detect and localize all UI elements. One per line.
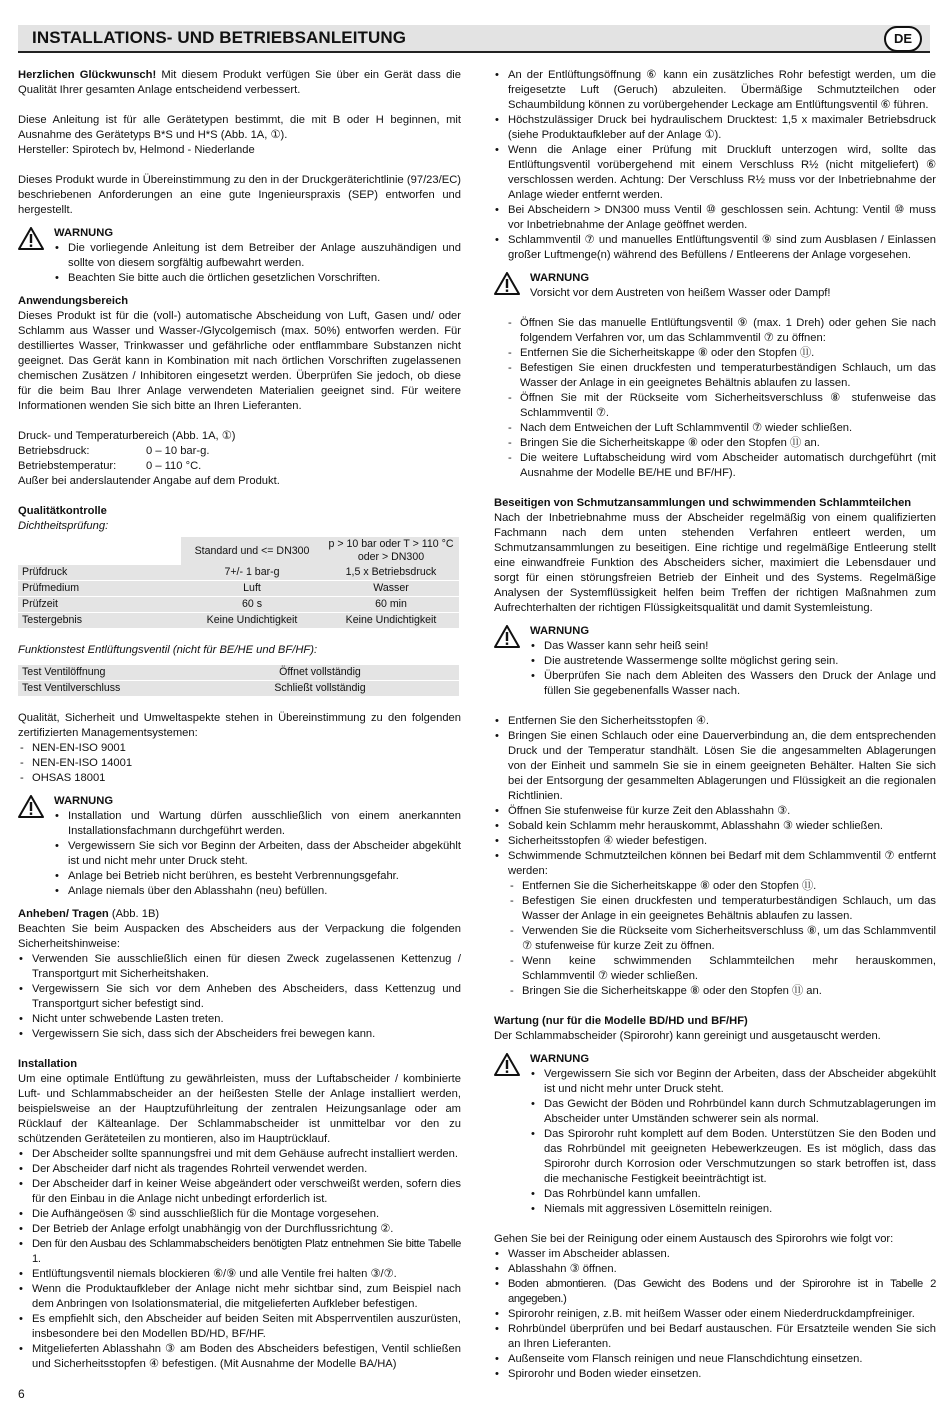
cleaning-item: • Wasser im Abscheider ablassen.: [494, 1247, 936, 1262]
lift-heading: [18, 907, 461, 922]
warning-item: • Anlage niemals über den Ablasshahn (neu) befüllen.: [54, 884, 461, 899]
warning-item: • Die austretende Wassermenge sollte möglichst gering sein.: [530, 654, 936, 669]
table-row: [18, 565, 459, 581]
intro-paragraph-1: Diese Anleitung ist für alle Gerätetypen bestimmt, die mit B oder H beginnen, mit Ausnahme des Gerätetyps B*S und H*S (Abb. 1A, ①).: [18, 114, 461, 141]
warning-item: • Das Gewicht der Böden und Rohrbündel kann durch Schmutzablagerungen im Abscheider unter Umständen schwerer sein als normal.: [530, 1097, 936, 1127]
step-item: - Öffnen Sie das manuelle Entlüftungsventil ⑨ (max. 1 Dreh) oder gehen Sie nach folgendem Verfahren vor, um das Schlammventil ⑦ zu öffnen:: [506, 316, 936, 346]
table-cell: Keine Undichtigkeit: [181, 613, 323, 629]
installation-item: • Wenn die Produktaufkleber der Anlage nicht mehr sichtbar sind, zum Beispiel nach dem Anbringen von Isolationsmaterial, die mitgelieferten Aufkleber befestigen.: [18, 1282, 461, 1312]
sludge-text: Nach der Inbetriebnahme muss der Abscheider regelmäßig von einem qualifizierten Fachmann nach dem unten stehenden Verfahren entleert werden, um Schmutzansammlungen zu beseitigen. Eine richtige und regelmäßige Entleerung stellt eine einwandfreie Funktion des Abscheiders sicher, maximiert die Lebensdauer und sorgt für einen störungsfreien Betrieb der Einheit und des Systems. Regelmäßige Analysen der Systemflüssigkeit helfen beim Treffen der richtigen Maßnahmen zum Aufrechterhalten der richtigen Flüssigkeitsqualität und damit Systemleistung.: [494, 512, 936, 614]
installation-item: • Den für den Ausbau des Schlammabscheiders benötigten Platz entnehmen Sie bitte Tabelle 1.: [18, 1237, 461, 1267]
certification-item: - NEN-EN-ISO 14001: [18, 756, 461, 771]
step-item: - Entfernen Sie die Sicherheitskappe ⑧ oder den Stopfen ⑪.: [508, 879, 936, 894]
warning-text: Vorsicht vor dem Austreten von heißem Wasser oder Dampf!: [530, 287, 831, 299]
sludge-item: • Sicherheitsstopfen ④ wieder befestigen.: [494, 834, 936, 849]
warning-icon: [494, 1053, 520, 1076]
table-cell: Test Ventilverschluss: [18, 681, 181, 697]
step-item: - Verwenden Sie die Rückseite vom Sicherheitsverschluss ⑧, um das Schlammventil ⑦ stufenweise für kurze Zeit zu öffnen.: [508, 924, 936, 954]
pt-value: 0 – 110 °C.: [146, 460, 202, 472]
certification-item: - NEN-EN-ISO 9001: [18, 741, 461, 756]
page-header: [18, 25, 930, 53]
installation-text: Um eine optimale Entlüftung zu gewährleisten, muss der Luftabscheider / kombinierte Luft- und Schlammabscheider an der heißesten Stelle der Anlage installiert werden, beispielsweise an der Hauptzuführleitung der zentralen Heizungsanlage oder am Rücklauf der Kälteanlage. Der Schlammabscheider ist unmittelbar vor den zu schützenden Geräteteilen zu montieren, also im Hauptrücklauf.: [18, 1073, 461, 1145]
table-cell: 60 s: [181, 597, 323, 613]
right-column: [494, 68, 936, 1382]
tightness-test-subheading: Dichtheitsprüfung:: [18, 520, 109, 532]
warning-title: WARNUNG: [54, 795, 114, 807]
installation-item: • An der Entlüftungsöffnung ⑥ kann ein zusätzliches Rohr befestigt werden, um die freigesetzte Luft (Geruch) abzuleiten. Übermäßige Schmutzteilchen oder Schaumbildung können zu vorübergehender Leckage am Entlüftungsventil ⑥ führen.: [494, 68, 936, 113]
table-header-cell: Standard und <= DN300: [181, 537, 323, 565]
intro-paragraph-2: Dieses Produkt wurde in Übereinstimmung zu den in der Druckgeräterichtlinie (97/23/EC) beschriebenen Anforderungen an eine gute Ingenieurspraxis (SEP) entworfen und hergestellt.: [18, 174, 461, 216]
lift-item: • Vergewissern Sie sich, dass sich der Abscheiders frei bewegen kann.: [18, 1027, 461, 1042]
language-badge: DE: [884, 26, 922, 52]
table-cell: Prüfzeit: [18, 597, 181, 613]
sludge-item: • Bringen Sie einen Schlauch oder eine Dauerverbindung an, die dem entsprechenden Druck und der Temperatur standhält. Lösen Sie die angesammelten Ablagerungen von der Einheit und sammeln Sie sie in einem geeigneten Behälter. Halten Sie sich bei der Entsorgung der gesammelten Ablagerungen und Flüssigkeit an die regionalen Richtlinien.: [494, 729, 936, 804]
quality-text: Qualität, Sicherheit und Umweltaspekte stehen in Übereinstimmung zu den folgenden zertifizierten Managementsystemen:: [18, 712, 461, 739]
warning-item: • Die vorliegende Anleitung ist dem Betreiber der Anlage auszuhändigen und sollte von diesem sorgfältig aufbewahrt werden.: [54, 241, 461, 271]
table-row: [18, 597, 459, 613]
warning-icon: [18, 227, 44, 250]
installation-item: • Der Abscheider sollte spannungsfrei und mit dem Gehäuse aufrecht installiert werden.: [18, 1147, 461, 1162]
venting-steps: [494, 316, 936, 481]
warning-icon: [494, 625, 520, 648]
pt-row: [18, 444, 461, 459]
warning-block-5: [494, 1052, 936, 1217]
sludge-heading: Beseitigen von Schmutzansammlungen und schwimmenden Schlammteilchen: [494, 497, 912, 509]
warning-block-2: [18, 794, 461, 899]
lift-item: • Vergewissern Sie sich vor dem Anheben des Abscheiders, dass Kettenzug und Transportgurt sicher befestigt sind.: [18, 982, 461, 1012]
installation-item: • Die Aufhängeösen ⑤ sind ausschließlich für die Montage vorgesehen.: [18, 1207, 461, 1222]
installation-item: • Wenn die Anlage einer Prüfung mit Druckluft unterzogen wird, sollte das Entlüftungsventil vorübergehend mit einem Verschluss R½ (nicht mitgeliefert) ⑥ verschlossen werden. Achtung: Der Verschluss R½ muss vor der Inbetriebnahme der Anlage wieder entfernt werden.: [494, 143, 936, 203]
pt-row: [18, 459, 461, 474]
table-cell: Wasser: [323, 581, 459, 597]
table-cell: 1,5 x Betriebsdruck: [323, 565, 459, 581]
warning-item: • Anlage bei Betrieb nicht berühren, es besteht Verbrennungsgefahr.: [54, 869, 461, 884]
step-item: - Entfernen Sie die Sicherheitskappe ⑧ oder den Stopfen ⑪.: [506, 346, 936, 361]
table-cell: 60 min: [323, 597, 459, 613]
function-test-subheading: Funktionstest Entlüftungsventil (nicht für BE/HE und BF/HF):: [18, 644, 318, 656]
warning-item: • Das Wasser kann sehr heiß sein!: [530, 639, 936, 654]
installation-item: • Mitgelieferten Ablasshahn ③ am Boden des Abscheiders befestigen, Ventil schließen und Sicherheitsstopfen ④ befestigen. (Mit Ausnahme der Modelle BA/HA): [18, 1342, 461, 1372]
warning-icon: [18, 795, 44, 818]
warning-item: • Vergewissern Sie sich vor Beginn der Arbeiten, dass der Abscheider abgekühlt ist und nicht mehr unter Druck steht.: [54, 839, 461, 869]
installation-item: • Höchstzulässiger Druck bei hydraulischem Drucktest: 1,5 x maximaler Betriebsdruck (siehe Produktaufkleber auf der Anlage ①).: [494, 113, 936, 143]
warning-title: WARNUNG: [530, 272, 590, 284]
left-column: [18, 68, 461, 1372]
lift-text: Beachten Sie beim Auspacken des Abscheiders aus der Verpackung die folgenden Sicherheitshinweise:: [18, 923, 461, 950]
step-item: - Befestigen Sie einen druckfesten und temperaturbeständigen Schlauch, um das Wasser der Anlage in ein geeignetes Behältnis ablaufen zu lassen.: [506, 361, 936, 391]
table-cell: 7+/- 1 bar-g: [181, 565, 323, 581]
table-header-cell: [18, 537, 181, 565]
table-cell: Öffnet vollständig: [181, 665, 459, 681]
warning-item: • Niemals mit aggressiven Lösemitteln reinigen.: [530, 1202, 936, 1217]
table-cell: Prüfdruck: [18, 565, 181, 581]
maintenance-heading: Wartung (nur für die Modelle BD/HD und BF/HF): [494, 1015, 748, 1027]
cleaning-item: • Spirorohr und Boden wieder einsetzen.: [494, 1367, 936, 1382]
table-cell: Schließt vollständig: [181, 681, 459, 697]
scope-heading: Anwendungsbereich: [18, 295, 129, 307]
table-row: [18, 665, 459, 681]
table-row: [18, 581, 459, 597]
manufacturer-line: Hersteller: Spirotech bv, Helmond - Niederlande: [18, 144, 255, 156]
step-item: - Befestigen Sie einen druckfesten und temperaturbeständigen Schlauch, um das Wasser der Anlage in ein geeignetes Behältnis ablaufen zu lassen.: [508, 894, 936, 924]
lift-ref: (Abb. 1B): [108, 908, 160, 920]
warning-title: WARNUNG: [530, 625, 590, 637]
warning-item: • Überprüfen Sie nach dem Ableiten des Wassers den Druck der Anlage und füllen Sie gegebenenfalls Wasser nach.: [530, 669, 936, 699]
warning-item: • Installation und Wartung dürfen ausschließlich von einem anerkannten Installationsfachmann durchgeführt werden.: [54, 809, 461, 839]
warning-block-1: [18, 226, 461, 286]
cleaning-item: • Rohrbündel überprüfen und bei Bedarf austauschen. Für Ersatzteile wenden Sie sich an Ihren Lieferanten.: [494, 1322, 936, 1352]
step-item: - Öffnen Sie mit der Rückseite vom Sicherheitsverschluss ⑧ stufenweise das Schlammventil ⑦.: [506, 391, 936, 421]
warning-block-3: [494, 271, 936, 301]
certification-item: - OHSAS 18001: [18, 771, 461, 786]
table-row: [18, 613, 459, 629]
warning-block-4: [494, 624, 936, 699]
table-cell: Test Ventilöffnung: [18, 665, 181, 681]
pt-label: Betriebstemperatur:: [18, 460, 117, 472]
step-item: - Die weitere Luftabscheidung wird vom Abscheider automatisch durchgeführt (mit Ausnahme der Modelle BE/HE und BF/HF).: [506, 451, 936, 481]
table-cell: Testergebnis: [18, 613, 181, 629]
table-cell: Prüfmedium: [18, 581, 181, 597]
warning-title: WARNUNG: [54, 227, 114, 239]
step-item: - Bringen Sie die Sicherheitskappe ⑧ oder den Stopfen ⑪ an.: [506, 436, 936, 451]
lift-item: • Nicht unter schwebende Lasten treten.: [18, 1012, 461, 1027]
sludge-item: • Entfernen Sie den Sicherheitsstopfen ④.: [494, 714, 936, 729]
cleaning-item: • Ablasshahn ③ öffnen.: [494, 1262, 936, 1277]
warning-item: • Das Rohrbündel kann umfallen.: [530, 1187, 936, 1202]
installation-item: • Der Abscheider darf in keiner Weise abgeändert oder verschweißt werden, sofern dies für den Einbau in die Anlage nicht unbedingt erforderlich ist.: [18, 1177, 461, 1207]
installation-item: • Entlüftungsventil niemals blockieren ⑥/⑨ und alle Ventile frei halten ③/⑦.: [18, 1267, 461, 1282]
installation-item: • Es empfiehlt sich, den Abscheider auf beiden Seiten mit Absperrventilen auszurüsten, insbesondere bei den Modellen BD/HD, BF/HF.: [18, 1312, 461, 1342]
maintenance-text: Der Schlammabscheider (Spirorohr) kann gereinigt und ausgetauscht werden.: [494, 1030, 881, 1042]
step-item: - Wenn keine schwimmenden Schlammteilchen mehr herauskommen, Schlammventil ⑦ wieder schließen.: [508, 954, 936, 984]
pt-note: Außer bei anderslautender Angabe auf dem Produkt.: [18, 475, 280, 487]
installation-item: • Bei Abscheidern > DN300 muss Ventil ⑩ geschlossen sein. Achtung: Ventil ⑩ muss vor Inbetriebnahme der Anlage geöffnet werden.: [494, 203, 936, 233]
step-item: - Bringen Sie die Sicherheitskappe ⑧ oder den Stopfen ⑪ an.: [508, 984, 936, 999]
warning-title: WARNUNG: [530, 1053, 590, 1065]
function-test-table: [18, 665, 459, 696]
warning-item: • Vergewissern Sie sich vor Beginn der Arbeiten, dass der Abscheider abgekühlt ist und nicht mehr unter Druck steht.: [530, 1067, 936, 1097]
installation-item: • Der Abscheider darf nicht als tragendes Rohrteil verwendet werden.: [18, 1162, 461, 1177]
lift-title: Anheben/ Tragen: [18, 908, 109, 920]
cleaning-item: • Spirorohr reinigen, z.B. mit heißem Wasser oder einem Niederdruckdampfreiniger.: [494, 1307, 936, 1322]
sludge-item: • Sobald kein Schlamm mehr herauskommt, Ablasshahn ③ wieder schließen.: [494, 819, 936, 834]
warning-item: • Beachten Sie bitte auch die örtlichen gesetzlichen Vorschriften.: [54, 271, 461, 286]
table-header-cell: p > 10 bar oder T > 110 °C oder > DN300: [323, 537, 459, 565]
cleaning-item: • Außenseite vom Flansch reinigen und neue Flanschdichtung einsetzen.: [494, 1352, 936, 1367]
installation-heading: Installation: [18, 1058, 78, 1070]
tightness-test-table: [18, 537, 459, 628]
warning-icon: [494, 272, 520, 295]
table-cell: Keine Undichtigkeit: [323, 613, 459, 629]
warning-item: • Das Spirorohr ruht komplett auf dem Boden. Unterstützen Sie den Boden und das Rohrbündel mit geeigneten Hebewerkzeugen. Es ist möglich, dass das Spirorohr durch Korrosion oder Verschmutzungen so stark betroffen ist, dass die mechanische Festigkeit beeinträchtigt ist.: [530, 1127, 936, 1187]
pt-label: Betriebsdruck:: [18, 445, 90, 457]
scope-text: Dieses Produkt ist für die (voll-) automatische Abscheidung von Luft, Gasen und/ oder Schlamm aus Wasser und Wasser-/Glycolgemisch (max. 50%) entworfen werden. Für destilliertes Wasser, Trinkwasser und gefährliche oder entflammbare Substanzen nicht geeignet. Das Gerät kann in Kombination mit nach örtlichen Vorschriften zugelassenen chemischen Zusätzen / Inhibitoren eingesetzt werden. Überprüfen Sie jedoch, ob diese für die beim Bau Ihrer Anlage verwendeten Materialien geeignet sind. Für weitere Informationen wenden Sie sich bitte an Ihren Lieferanten.: [18, 310, 461, 412]
page-number: 6: [18, 1387, 25, 1401]
step-item: - Nach dem Entweichen der Luft Schlammventil ⑦ wieder schließen.: [506, 421, 936, 436]
sludge-item: • Schwimmende Schmutzteilchen können bei Bedarf mit dem Schlammventil ⑦ entfernt werden:: [494, 849, 936, 879]
congrats-bold: Herzlichen Glückwunsch!: [18, 69, 157, 81]
quality-heading: Qualitätkontrolle: [18, 505, 107, 517]
page-title: INSTALLATIONS- UND BETRIEBSANLEITUNG: [32, 28, 407, 47]
installation-item: • Schlammventil ⑦ und manuelles Entlüftungsventil ⑨ sind zum Ausblasen / Einlassen großer Luftmenge(n) während des Befüllens / Entleerens der Anlage vorgesehen.: [494, 233, 936, 263]
sludge-item: • Öffnen Sie stufenweise für kurze Zeit den Ablasshahn ③.: [494, 804, 936, 819]
congrats-text: Mit diesem Produkt verfügen Sie über ein Gerät dass die Qualität Ihrer gesamten Anlage entscheidend verbessert.: [18, 69, 461, 96]
installation-item: • Der Betrieb der Anlage erfolgt unabhängig von der Durchflussrichtung ②.: [18, 1222, 461, 1237]
floating-sludge-steps: [494, 879, 936, 999]
lift-item: • Verwenden Sie ausschließlich einen für diesen Zweck zugelassenen Kettenzug / Transportgurt mit Sicherheitshaken.: [18, 952, 461, 982]
table-cell: Luft: [181, 581, 323, 597]
cleaning-text: Gehen Sie bei der Reinigung oder einem Austausch des Spirorohrs wie folgt vor:: [494, 1233, 894, 1245]
table-row: [18, 681, 459, 697]
cleaning-item: • Boden abmontieren. (Das Gewicht des Bodens und der Spirorohre ist in Tabelle 2 angegeben.): [494, 1277, 936, 1307]
pressure-temperature-heading: Druck- und Temperaturbereich (Abb. 1A, ①): [18, 430, 236, 442]
congrats-paragraph: [18, 68, 461, 98]
pt-value: 0 – 10 bar-g.: [146, 445, 210, 457]
